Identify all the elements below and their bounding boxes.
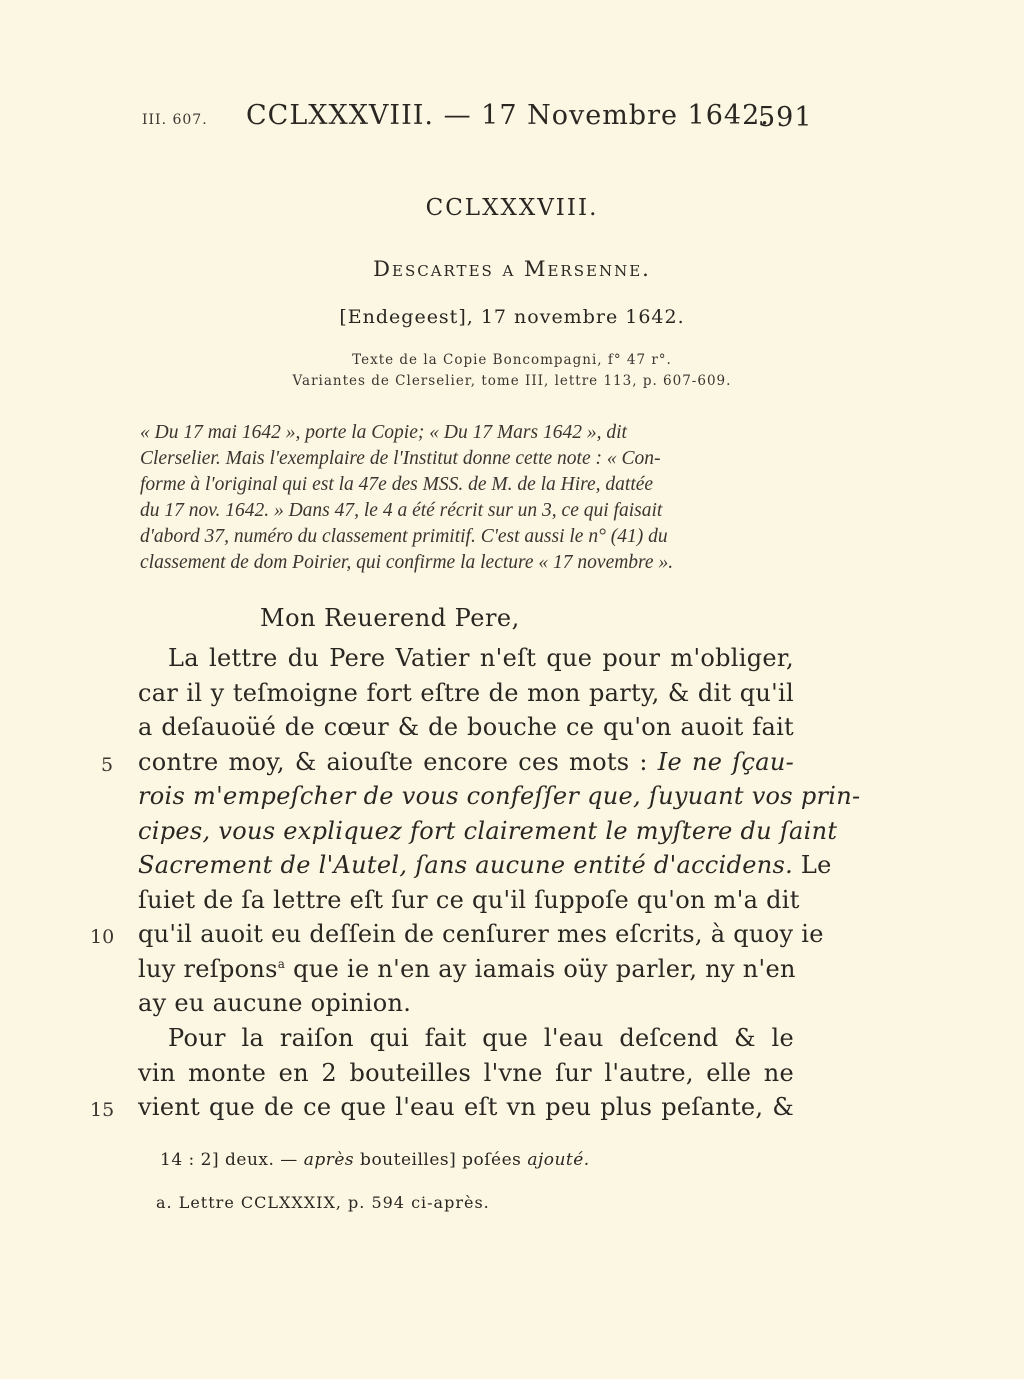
variant-ajoute: ajouté. (527, 1150, 590, 1170)
variant-apparatus (160, 1150, 590, 1170)
body-line (138, 851, 832, 885)
source-line: Texte de la Copie Boncompagni, f° 47 r°. (352, 352, 672, 368)
body-line: a deſauoüé de cœur & de bouche ce qu'on auoit fait (138, 713, 794, 741)
editor-note-line: du 17 nov. 1642. » Dans 47, le 4 a été récrit sur un 3, ce qui faisait (140, 500, 663, 521)
body-line (138, 955, 794, 989)
body-line: vient que de ce que l'eau eſt vn peu plus peſante, & (138, 1093, 794, 1121)
body-line: cipes, vous expliquez fort clairement le myſtere du ſaint (138, 817, 838, 845)
variant-apres: après (303, 1150, 355, 1170)
variant-ref: 14 : 2] deux. — (160, 1150, 304, 1170)
editor-note-line: « Du 17 mai 1642 », porte la Copie; « Du 17 Mars 1642 », dit (140, 422, 627, 443)
letter-date: [Endegeest], 17 novembre 1642. (339, 306, 685, 328)
body-text-run: luy reſpons (138, 955, 278, 983)
body-text-run: que ie n'en ay iamais oüy parler, ny n'en (285, 955, 796, 983)
body-line: La lettre du Pere Vatier n'eſt que pour m'obliger, (168, 644, 794, 672)
variant-word: bouteilles] poſées (354, 1150, 528, 1170)
salutation: Mon Reuerend Pere, (260, 604, 520, 632)
editor-note-line: Clerselier. Mais l'exemplaire de l'Institut donne cette note : « Con- (140, 448, 661, 469)
footnote: a. Lettre CCLXXXIX, p. 594 ci-après. (156, 1193, 490, 1212)
editor-note-line: forme à l'original qui est la 47e des MSS. de M. de la Hire, dattée (140, 474, 654, 495)
editor-note-line: d'abord 37, numéro du classement primitif. C'est aussi le n° (41) du (140, 526, 668, 547)
quotation-run: Sacrement de l'Autel, ſans aucune entité d'accidens. (138, 851, 793, 879)
clerselier-reference: III. 607. (142, 112, 208, 128)
letter-number: CCLXXXVIII. (425, 195, 599, 221)
editor-note-line: classement de dom Poirier, qui confirme la lecture « 17 novembre ». (140, 552, 674, 573)
body-text-run: Le (793, 851, 832, 879)
page-number: 591 (758, 102, 813, 133)
body-line: qu'il auoit eu deſſein de cenſurer mes eſcrits, à quoy ie (138, 920, 824, 948)
body-line: Pour la raiſon qui fait que l'eau deſcend & le (168, 1024, 794, 1052)
body-line: vin monte en 2 bouteilles l'vne ſur l'autre, elle ne (138, 1059, 794, 1087)
body-line: ay eu aucune opinion. (138, 989, 412, 1017)
source-line: Variantes de Clerselier, tome III, lettre 113, p. 607-609. (292, 373, 732, 389)
body-line: rois m'empeſcher de vous confeſſer que, ſuyuant vos prin- (138, 782, 861, 810)
quotation-run: Ie ne ſçau- (657, 748, 794, 776)
body-line (138, 748, 794, 782)
running-title: CCLXXXVIII. — 17 Novembre 1642. (246, 100, 770, 131)
footnote-marker: a (277, 957, 286, 971)
page-header (0, 100, 1024, 140)
body-line: ſuiet de ſa lettre eſt ſur ce qu'il ſuppoſe qu'on m'a dit (138, 886, 800, 914)
letter-title: Descartes a Mersenne. (373, 257, 651, 281)
line-number: 10 (90, 926, 115, 948)
line-number: 5 (101, 754, 114, 776)
line-number: 15 (90, 1099, 115, 1121)
body-text-run: contre moy, & aiouſte encore ces mots : (138, 748, 658, 776)
body-line: car il y teſmoigne fort eſtre de mon party, & dit qu'il (138, 679, 794, 707)
